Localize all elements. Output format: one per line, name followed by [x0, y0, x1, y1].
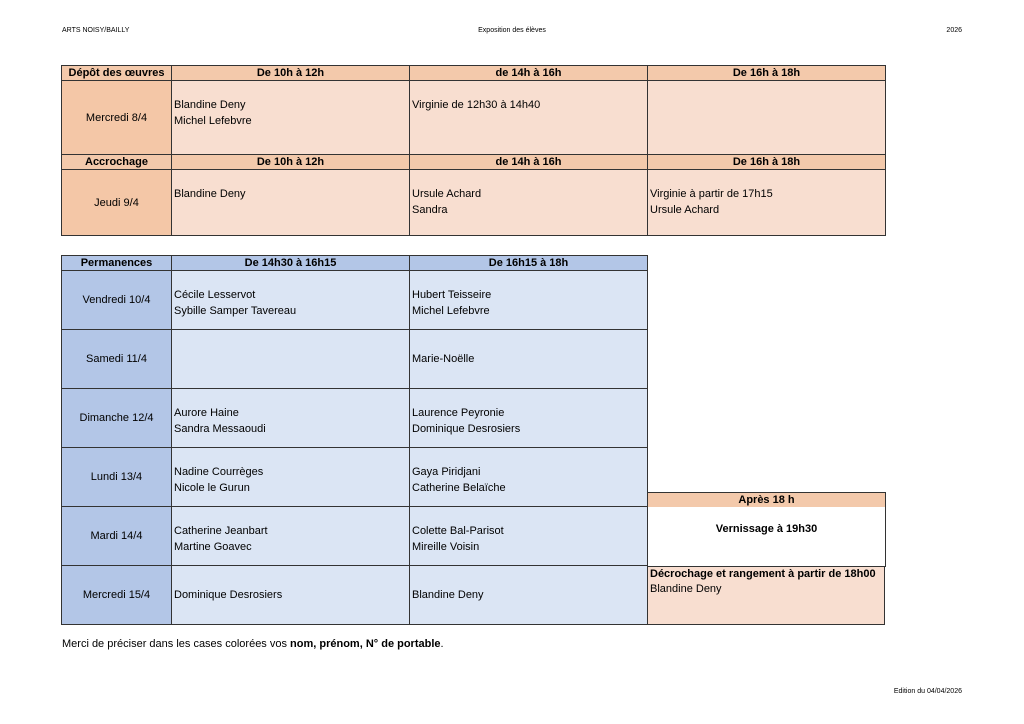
header-title: Exposition des élèves	[478, 27, 546, 34]
day-label: Lundi 13/4	[62, 448, 172, 507]
name-entry: Sandra	[412, 204, 448, 216]
edition-date: Edition du 04/04/2026	[893, 688, 962, 695]
instruction-note	[62, 638, 444, 650]
slot-cell[interactable]	[172, 448, 410, 507]
depot-day: Mercredi 8/4	[62, 81, 172, 155]
header-org: ARTS NOISY/BAILLY	[62, 27, 130, 34]
name-entry: Aurore Haine	[174, 407, 239, 419]
name-entry: Martine Goavec	[174, 541, 252, 553]
depot-slot-3: De 16h à 18h	[648, 66, 886, 81]
table-row	[62, 271, 648, 330]
day-label: Dimanche 12/4	[62, 389, 172, 448]
note-suffix: .	[440, 638, 444, 650]
name-entry: Virginie de 12h30 à 14h40	[412, 99, 541, 111]
decrochage-title: Décrochage et rangement à partir de 18h00	[650, 568, 876, 580]
depot-slot-2: de 14h à 16h	[410, 66, 648, 81]
permanences-title: Permanences	[62, 256, 172, 271]
table-row	[62, 448, 648, 507]
name-entry: Sybille Samper Tavereau	[174, 305, 297, 317]
accrochage-cell-1[interactable]	[172, 170, 410, 236]
name-entry: Gaya Piridjani	[412, 466, 481, 478]
accrochage-slot-3: De 16h à 18h	[648, 155, 886, 170]
name-entry: Blandine Deny	[174, 188, 246, 200]
day-label: Mardi 14/4	[62, 507, 172, 566]
name-entry: Blandine Deny	[412, 589, 484, 601]
depot-title: Dépôt des œuvres	[62, 66, 172, 81]
note-prefix: Merci de préciser dans les cases colorées vos	[62, 638, 291, 650]
table-row	[62, 507, 648, 566]
name-entry: Blandine Deny	[650, 583, 722, 595]
slot-cell[interactable]	[410, 566, 648, 625]
name-entry: Catherine Jeanbart	[174, 525, 268, 537]
name-entry: Ursule Achard	[412, 188, 482, 200]
accrochage-slot-1: De 10h à 12h	[172, 155, 410, 170]
name-entry: Blandine Deny	[174, 99, 246, 111]
depot-cell-3[interactable]	[648, 81, 886, 155]
day-label: Vendredi 10/4	[62, 271, 172, 330]
name-entry: Mireille Voisin	[412, 541, 480, 553]
decrochage-cell[interactable]	[647, 567, 885, 625]
slot-cell[interactable]	[172, 330, 410, 389]
header-year: 2026	[946, 27, 962, 34]
permanences-table	[61, 255, 648, 625]
name-entry: Michel Lefebvre	[412, 305, 490, 317]
name-entry: Ursule Achard	[650, 204, 720, 216]
table-row	[62, 389, 648, 448]
day-label: Mercredi 15/4	[62, 566, 172, 625]
vernissage-cell: Vernissage à 19h30	[647, 507, 886, 567]
permanences-slot-1: De 14h30 à 16h15	[172, 256, 410, 271]
name-entry: Michel Lefebvre	[174, 115, 252, 127]
name-entry: Catherine Belaïche	[412, 482, 506, 494]
depot-cell-1[interactable]	[172, 81, 410, 155]
slot-cell[interactable]	[410, 448, 648, 507]
slot-cell[interactable]	[172, 566, 410, 625]
depot-accrochage-table	[61, 65, 886, 236]
slot-cell[interactable]	[410, 271, 648, 330]
apres-header: Après 18 h	[647, 492, 886, 508]
accrochage-day: Jeudi 9/4	[62, 170, 172, 236]
table-row	[62, 330, 648, 389]
permanences-slot-2: De 16h15 à 18h	[410, 256, 648, 271]
depot-cell-2[interactable]	[410, 81, 648, 155]
name-entry: Sandra Messaoudi	[174, 423, 266, 435]
name-entry: Nadine Courrèges	[174, 466, 264, 478]
depot-slot-1: De 10h à 12h	[172, 66, 410, 81]
name-entry: Dominique Desrosiers	[412, 423, 521, 435]
accrochage-cell-2[interactable]	[410, 170, 648, 236]
slot-cell[interactable]	[172, 507, 410, 566]
name-entry: Hubert Teisseire	[412, 289, 492, 301]
name-entry: Virginie à partir de 17h15	[650, 188, 773, 200]
slot-cell[interactable]	[172, 389, 410, 448]
accrochage-title: Accrochage	[62, 155, 172, 170]
name-entry: Dominique Desrosiers	[174, 589, 283, 601]
accrochage-slot-2: de 14h à 16h	[410, 155, 648, 170]
name-entry: Colette Bal-Parisot	[412, 525, 504, 537]
name-entry: Laurence Peyronie	[412, 407, 505, 419]
name-entry: Cécile Lesservot	[174, 289, 256, 301]
slot-cell[interactable]	[410, 330, 648, 389]
table-row	[62, 566, 648, 625]
slot-cell[interactable]	[410, 389, 648, 448]
accrochage-cell-3[interactable]	[648, 170, 886, 236]
slot-cell[interactable]	[410, 507, 648, 566]
slot-cell[interactable]	[172, 271, 410, 330]
day-label: Samedi 11/4	[62, 330, 172, 389]
note-bold: nom, prénom, N° de portable	[290, 638, 441, 650]
name-entry: Nicole le Gurun	[174, 482, 250, 494]
name-entry: Marie-Noëlle	[412, 353, 475, 365]
